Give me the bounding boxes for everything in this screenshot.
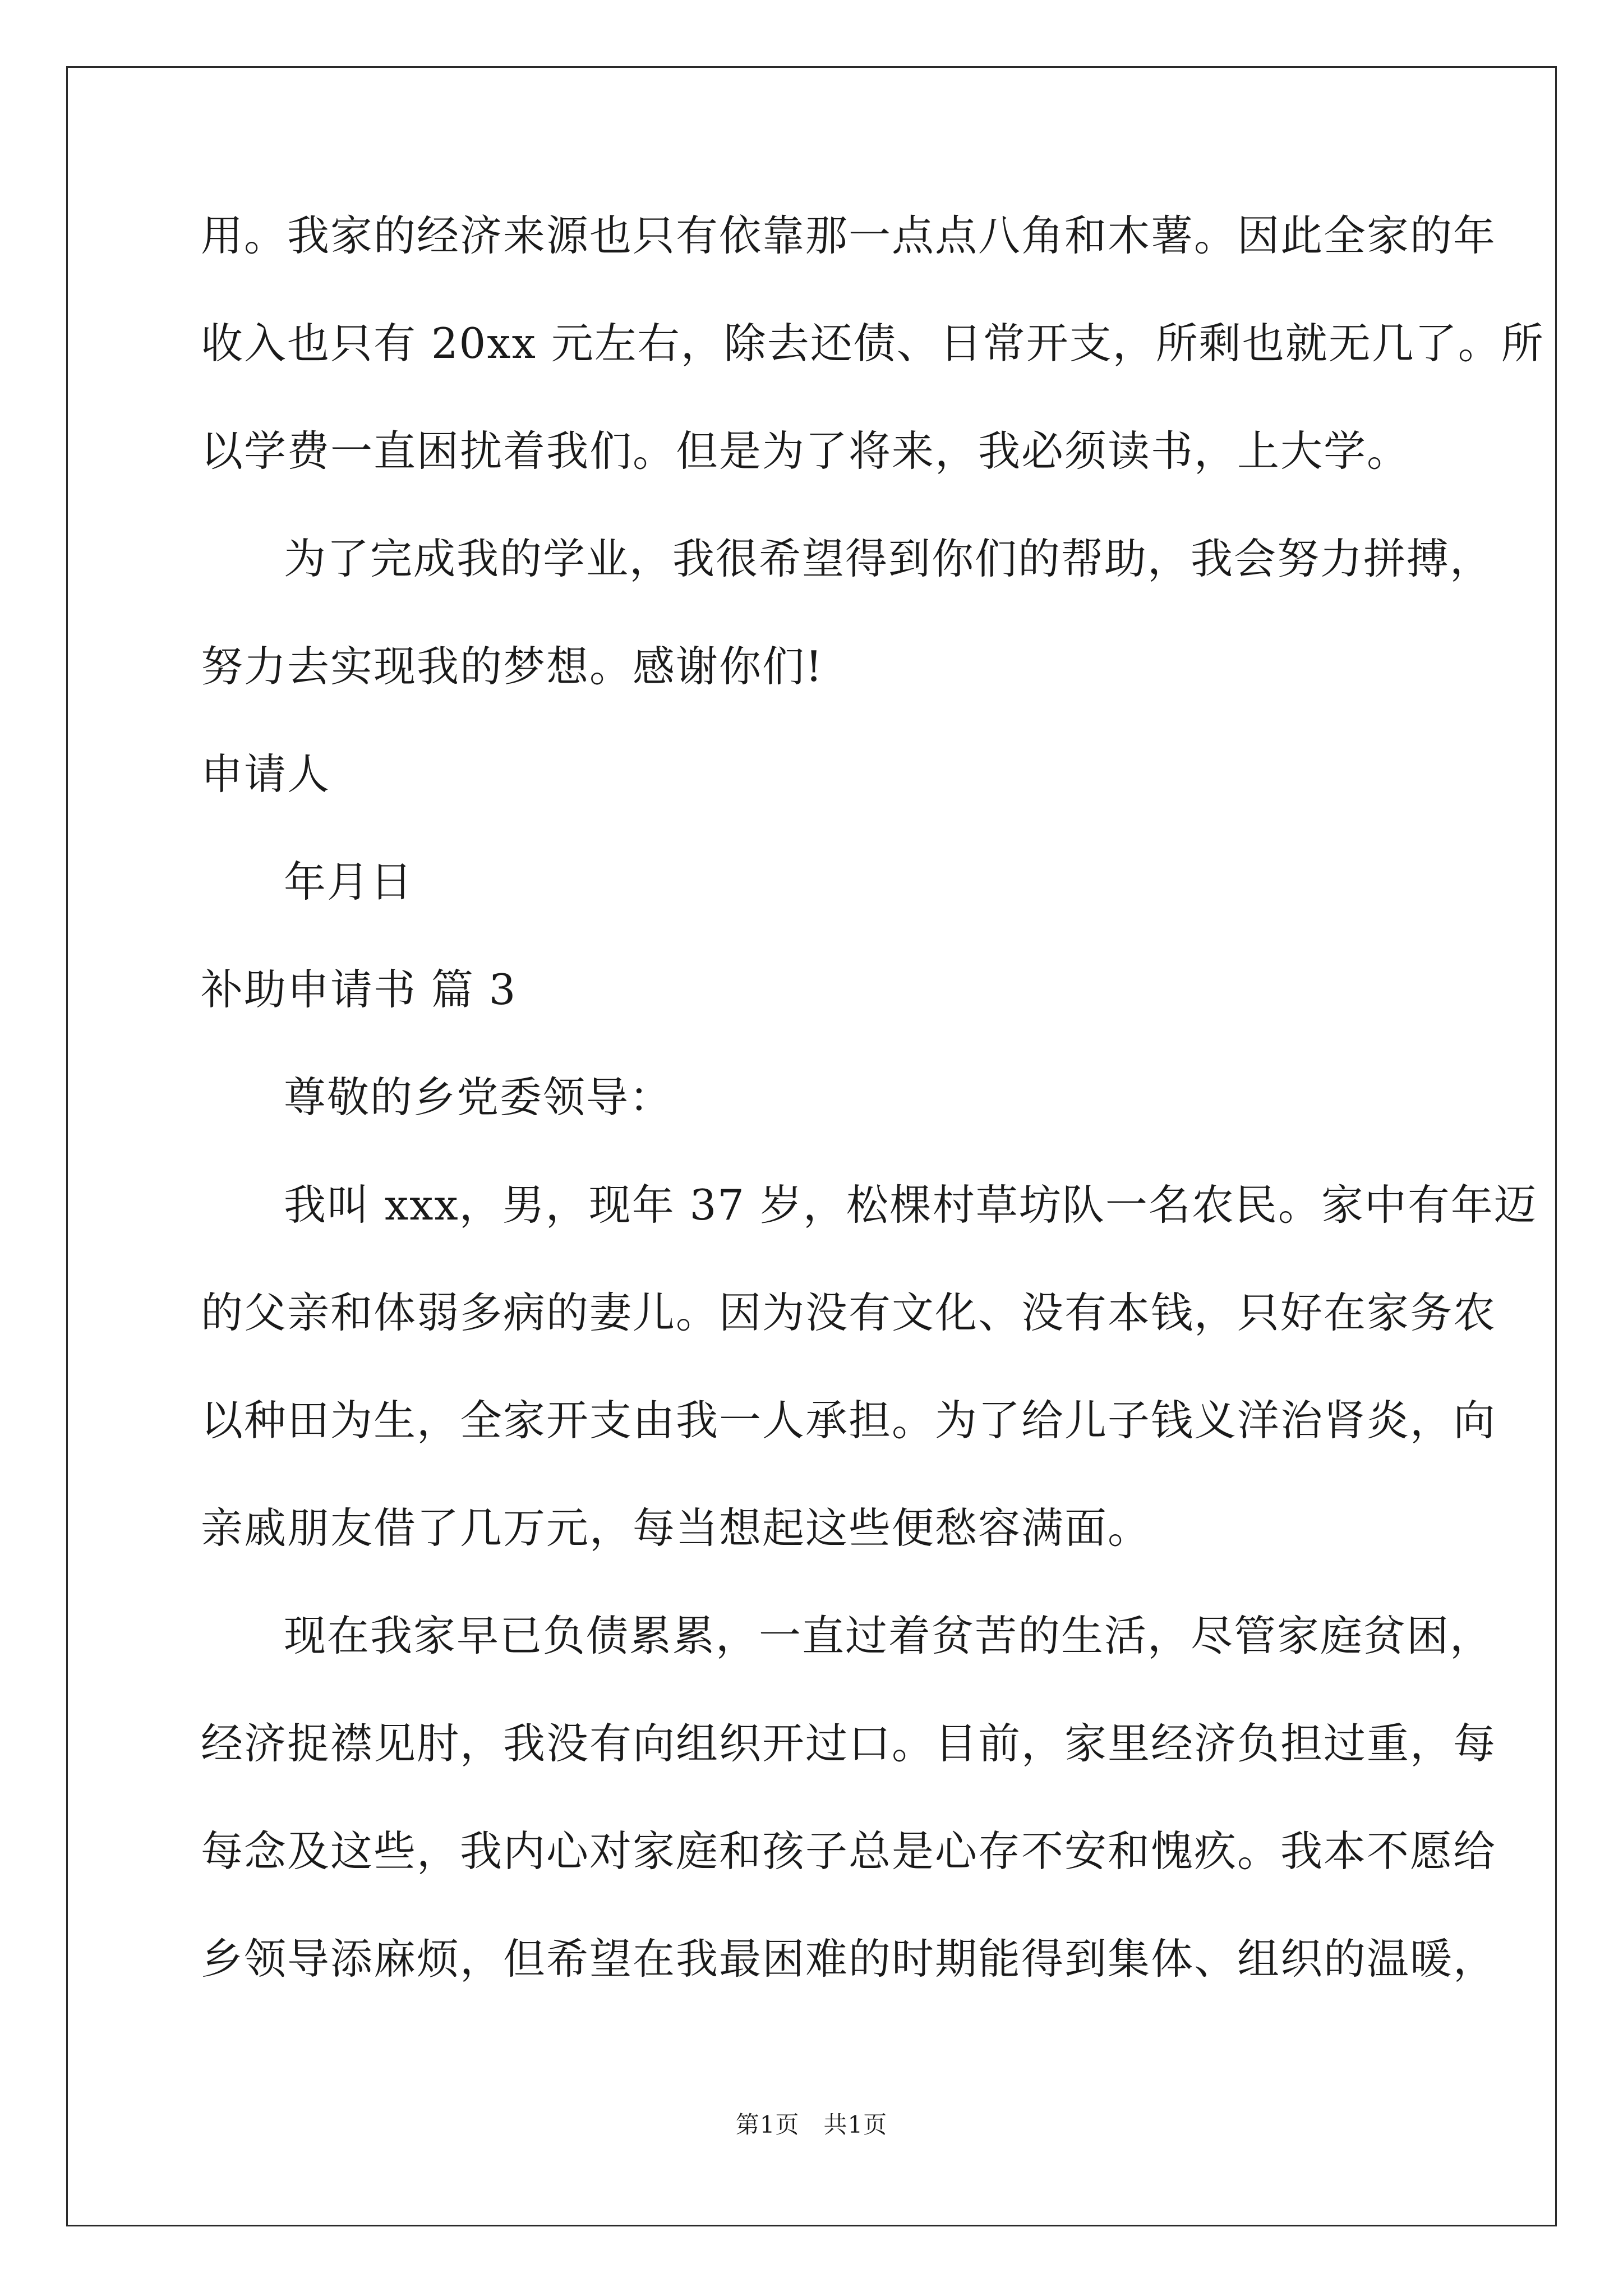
page-border [66,66,1557,2226]
text-line: 的父亲和体弱多病的妻儿。因为没有文化、没有本钱，只好在家务农 [201,1288,1497,1337]
text-line: 每念及这些，我内心对家庭和孩子总是心存不安和愧疚。我本不愿给 [201,1826,1497,1876]
text-line: 努力去实现我的梦想。感谢你们! [201,642,824,691]
section-title: 补助申请书 篇 3 [201,965,517,1014]
text-line: 以种田为生，全家开支由我一人承担。为了给儿子钱义洋治肾炎，向 [201,1396,1497,1445]
salutation: 尊敬的乡党委领导： [284,1073,673,1122]
text-line: 我叫 xxx，男，现年 37 岁，松棵村草坊队一名农民。家中有年迈 [284,1180,1537,1230]
text-line: 以学费一直困扰着我们。但是为了将来，我必须读书，上大学。 [201,426,1410,476]
page-footer: 第1页 共1页 [735,2111,888,2138]
text-line: 亲戚朋友借了几万元，每当想起这些便愁容满面。 [201,1503,1151,1553]
text-line: 乡领导添麻烦，但希望在我最困难的时期能得到集体、组织的温暖， [201,1934,1497,1984]
text-line: 为了完成我的学业，我很希望得到你们的帮助，我会努力拼搏， [284,534,1493,583]
text-line: 经济捉襟见肘，我没有向组织开过口。目前，家里经济负担过重，每 [201,1719,1497,1768]
text-line: 现在我家早已负债累累，一直过着贫苦的生活，尽管家庭贫困， [284,1611,1493,1660]
date-label: 年月日 [284,857,414,907]
text-line: 用。我家的经济来源也只有依靠那一点点八角和木薯。因此全家的年 [201,211,1497,260]
text-line: 收入也只有 20xx 元左右，除去还债、日常开支，所剩也就无几了。所 [201,319,1544,368]
signature-label: 申请人 [201,749,331,799]
